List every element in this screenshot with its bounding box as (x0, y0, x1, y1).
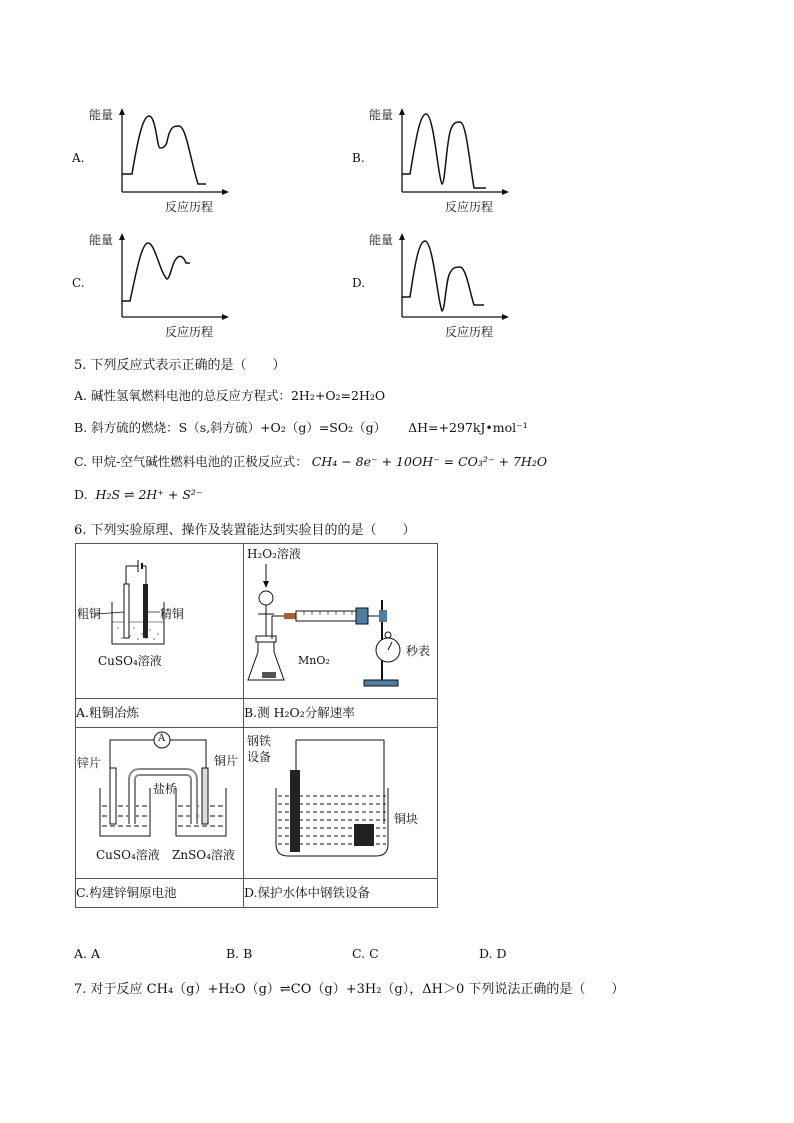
q6-caption-c: C.构建锌铜原电池 (76, 879, 244, 908)
graph-d-plot (390, 233, 510, 323)
q5-option-a: A. 碱性氢氧燃料电池的总反应方程式：2H₂+O₂=2H₂O (74, 388, 386, 403)
q5-stem: 5. 下列反应式表示正确的是（ ） (74, 358, 286, 373)
q5-option-d (74, 487, 203, 502)
q5-option-b-dh: ΔH=+297kJ•mol⁻¹ (408, 420, 528, 435)
graph-a-y-label: 能量 (89, 108, 114, 122)
q5-option-b-text: B. 斜方硫的燃烧：S（s,斜方硫）+O₂（g）=SO₂（g） (74, 420, 387, 435)
fig-b-catalyst-label: MnO₂ (298, 654, 330, 667)
q5-option-b (74, 418, 528, 436)
graph-a-plot (110, 108, 230, 198)
graph-a-x-label: 反应历程 (165, 200, 214, 214)
fig-c-copper-label: 铜片 (214, 754, 239, 768)
fig-c-cell (76, 728, 244, 879)
q7-stem: 7. 对于反应 CH₄（g）+H₂O（g）⇌CO（g）+3H₂（g），ΔH＞0 下列说法正确的是（ ） (74, 982, 625, 997)
q6-stem: 6. 下列实验原理、操作及装置能达到实验目的的是（ ） (74, 523, 416, 538)
graph-b-y-label: 能量 (369, 108, 394, 122)
q5-option-c (74, 452, 547, 470)
q6-answer-a: A. A (74, 946, 101, 961)
fig-c-right-solution-label: ZnSO₄溶液 (172, 848, 235, 862)
fig-a-solution-label: CuSO₄溶液 (98, 654, 162, 668)
fig-b-decomposition-rate-diagram (244, 544, 437, 698)
fig-d-steel-label-line2: 设备 (247, 750, 272, 764)
graph-c-plot (110, 233, 230, 323)
graph-b-plot (390, 108, 510, 198)
q6-apparatus-table (75, 543, 438, 908)
q6-answer-d: D. D (479, 946, 507, 961)
q5-option-c-text: C. 甲烷-空气碱性燃料电池的正极反应式： (74, 454, 308, 469)
q6-caption-d: D.保护水体中钢铁设备 (244, 879, 438, 908)
graph-c-x-label: 反应历程 (165, 325, 214, 339)
graph-b-option: B. (352, 151, 365, 165)
q5-option-c-equation: CH₄ − 8e⁻ + 10OH⁻ = CO₃²⁻ + 7H₂O (311, 454, 548, 469)
graph-c-option: C. (72, 276, 85, 290)
q5-option-d-text: D. (74, 487, 88, 502)
fig-d-corrosion-protection-diagram (244, 728, 437, 878)
q6-answer-c: C. C (352, 946, 379, 961)
fig-a-pure-copper-label: 精铜 (160, 607, 185, 621)
fig-b-reagent-label: H₂O₂溶液 (247, 547, 301, 561)
q5-option-d-equation: H₂S ⇌ 2H⁺ + S²⁻ (95, 487, 203, 502)
fig-b-cell (244, 544, 438, 699)
fig-d-cell (244, 728, 438, 879)
fig-a-crude-copper-label: 粗铜 (77, 607, 102, 621)
graph-d-option: D. (352, 276, 366, 290)
fig-c-left-solution-label: CuSO₄溶液 (96, 848, 160, 862)
fig-c-salt-bridge-label: 盐桥 (153, 782, 178, 796)
q6-caption-b: B.测 H₂O₂分解速率 (244, 699, 438, 728)
graph-a-option: A. (72, 151, 85, 165)
q6-caption-a: A.粗铜冶炼 (76, 699, 244, 728)
fig-a-cell (76, 544, 244, 699)
fig-b-stopwatch-label: 秒表 (406, 644, 431, 658)
graph-b-x-label: 反应历程 (445, 200, 494, 214)
graph-c-y-label: 能量 (89, 233, 114, 247)
graph-d-y-label: 能量 (369, 233, 394, 247)
q6-answer-b: B. B (226, 946, 253, 961)
fig-c-ammeter-label: A (158, 733, 166, 744)
fig-c-zinc-label: 锌片 (77, 756, 102, 770)
fig-d-steel-label-line1: 钢铁 (247, 734, 272, 748)
graph-d-x-label: 反应历程 (445, 325, 494, 339)
fig-d-copper-block-label: 铜块 (394, 812, 419, 826)
